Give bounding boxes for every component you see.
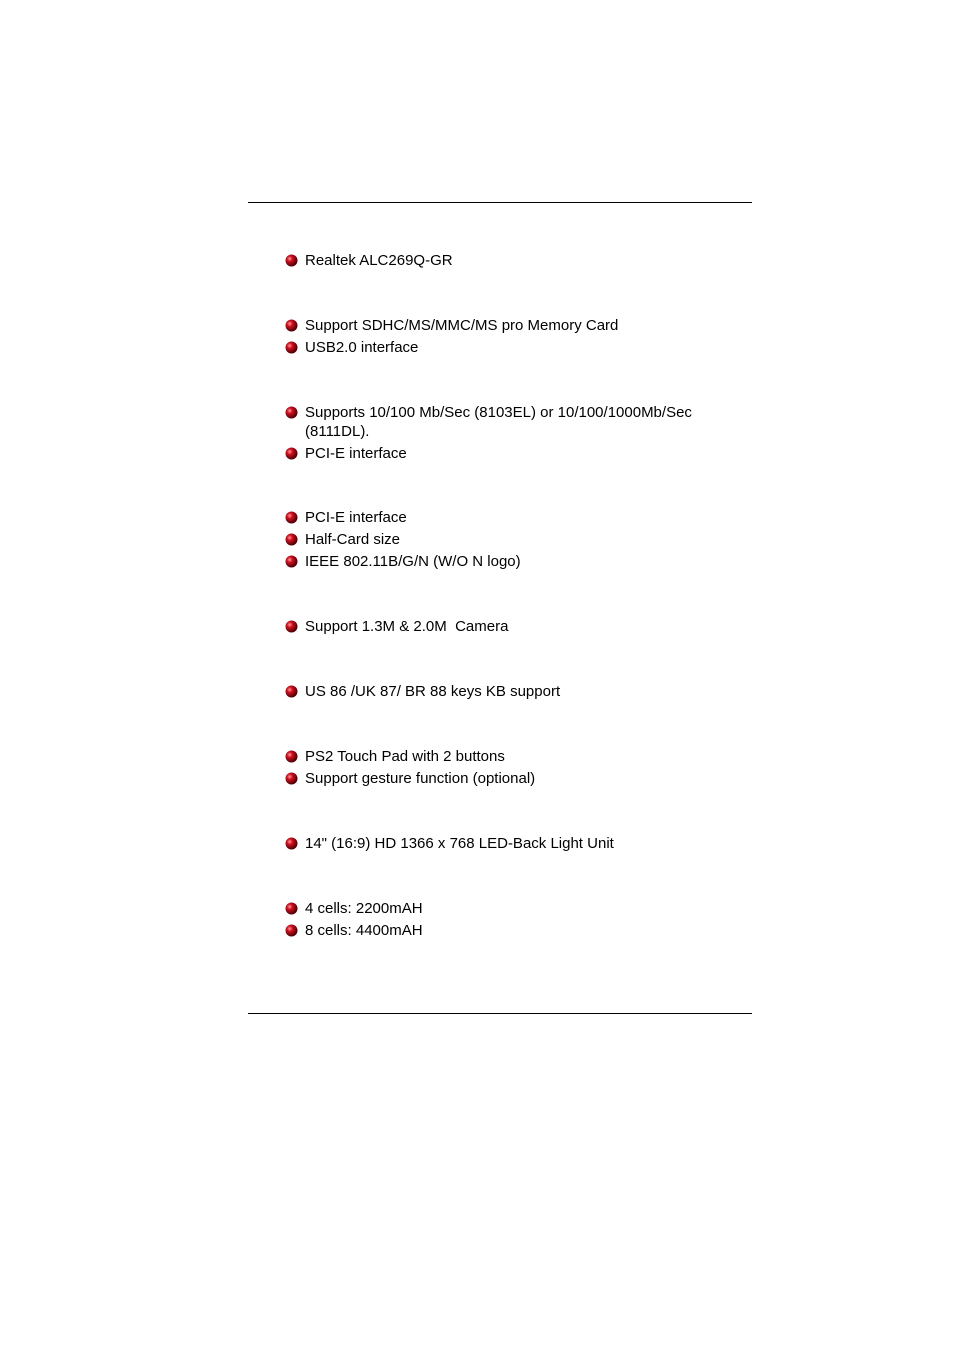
list-item [285,899,735,918]
list-item-text: PCI-E interface [305,509,407,526]
list-item [285,508,735,527]
list-item-text: Support gesture function (optional) [305,770,536,787]
list-item-text: Realtek ALC269Q-GR [305,252,453,269]
list-item-text: 4 cells: 2200mAH [305,900,423,917]
list-item [285,682,735,701]
list-item [285,617,735,636]
red-ball-bullet-icon [285,511,298,524]
red-ball-bullet-icon [285,685,298,698]
list-item [285,530,735,549]
red-ball-bullet-icon [285,924,298,937]
list-item [285,338,735,357]
list-item-text: US 86 /UK 87/ BR 88 keys KB support [305,683,561,700]
list-item-text: Half-Card size [305,531,401,548]
list-item [285,444,735,463]
list-item-text: PS2 Touch Pad with 2 buttons [305,748,505,765]
list-item-text: 8 cells: 4400mAH [305,922,423,939]
list-item-text: Supports 10/100 Mb/Sec (8103EL) or 10/100/1000Mb/Sec (8111DL). [305,404,692,440]
list-item-text: Support 1.3M & 2.0M Camera [305,618,509,635]
red-ball-bullet-icon [285,902,298,915]
red-ball-bullet-icon [285,772,298,785]
red-ball-bullet-icon [285,254,298,267]
red-ball-bullet-icon [285,406,298,419]
list-item [285,834,735,853]
list-item [285,316,735,335]
list-item-text: Support SDHC/MS/MMC/MS pro Memory Card [305,317,619,334]
list-item [285,769,735,788]
list-item-text: PCI-E interface [305,445,407,462]
list-item [285,251,735,270]
list-item [285,921,735,940]
list-item [285,552,735,571]
footer-rule [248,1013,752,1014]
list-item [285,747,735,766]
red-ball-bullet-icon [285,837,298,850]
red-ball-bullet-icon [285,533,298,546]
red-ball-bullet-icon [285,555,298,568]
red-ball-bullet-icon [285,341,298,354]
list-item-text: IEEE 802.11B/G/N (W/O N logo) [305,553,521,570]
list-item [285,403,725,441]
red-ball-bullet-icon [285,620,298,633]
red-ball-bullet-icon [285,750,298,763]
header-rule [248,202,752,203]
list-item-text: USB2.0 interface [305,339,419,356]
list-item-text: 14" (16:9) HD 1366 x 768 LED-Back Light Unit [305,835,614,852]
red-ball-bullet-icon [285,447,298,460]
red-ball-bullet-icon [285,319,298,332]
